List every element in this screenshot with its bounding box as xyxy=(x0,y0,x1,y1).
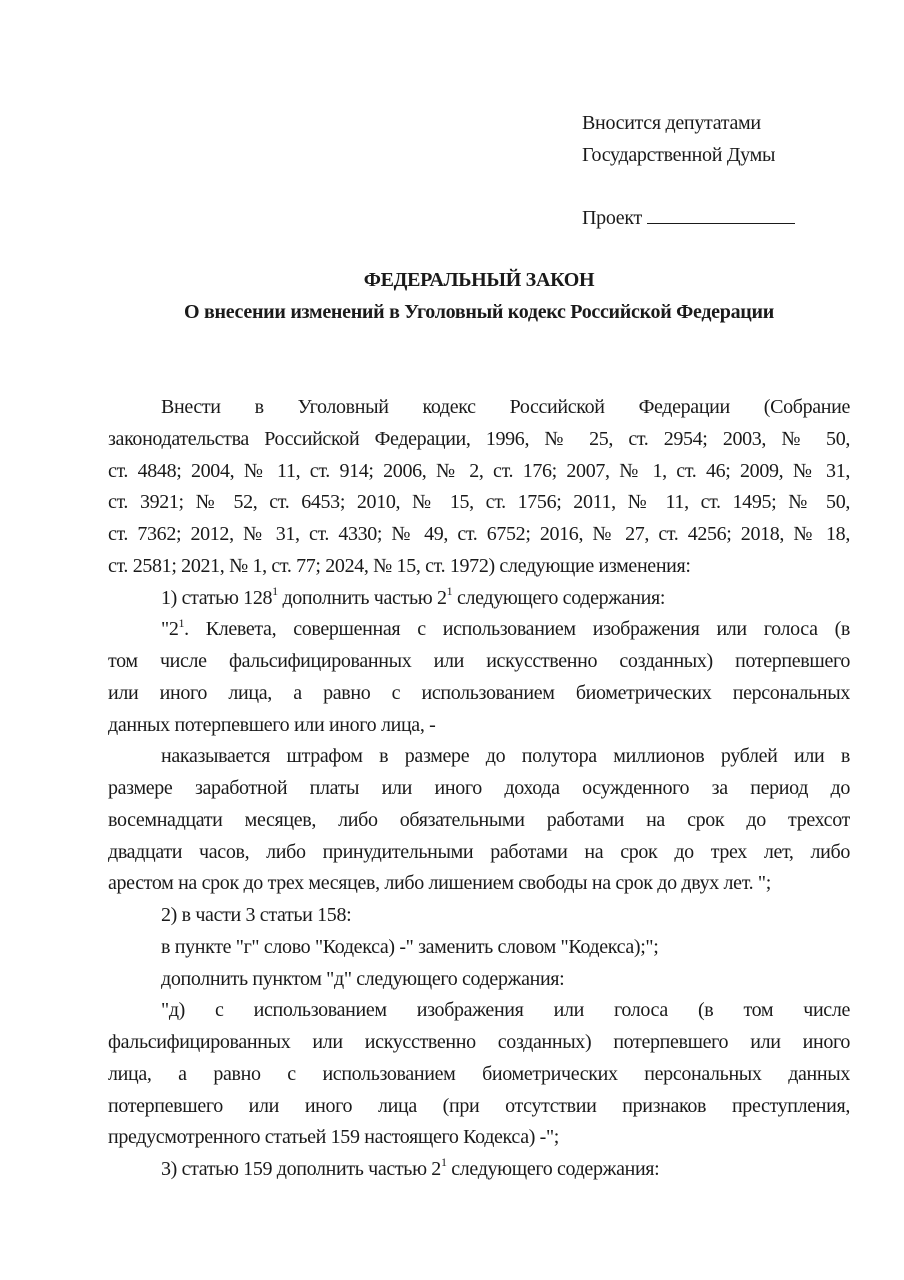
item-2-quote-line: потерпевшего или иного лица (при отсутствии признаков преступления, xyxy=(108,1094,850,1117)
project-line xyxy=(582,203,795,235)
item-2-replace-line: в пункте "г" слово "Кодекса) -" заменить словом "Кодекса);"; xyxy=(161,935,659,958)
law-name-heading: О внесении изменений в Уголовный кодекс Российской Федерации xyxy=(184,301,774,323)
item-2-quote-line: "д) с использованием изображения или голоса (в том числе xyxy=(161,999,850,1022)
item-2-quote-line: предусмотренного статьей 159 настоящего Кодекса) -"; xyxy=(108,1126,560,1149)
item-1-penalty-line: восемнадцати месяцев, либо обязательными работами на срок до трехсот xyxy=(108,808,850,831)
intro-line: ст. 7362; 2012, № 31, ст. 4330; № 49, ст. 6752; 2016, № 27, ст. 4256; 2018, № 18, xyxy=(108,523,850,545)
intro-line: Внести в Уголовный кодекс Российской Федерации (Собрание xyxy=(161,396,850,418)
item-2-quote-line: фальсифицированных или искусственно созданных) потерпевшего или иного xyxy=(108,1031,850,1053)
submission-header xyxy=(582,108,795,235)
item-1-quote-line: том числе фальсифицированных или искусственно созданных) потерпевшего xyxy=(108,650,850,672)
intro-line: законодательства Российской Федерации, 1996, № 25, ст. 2954; 2003, № 50, xyxy=(108,427,850,450)
intro-line: ст. 2581; 2021, № 1, ст. 77; 2024, № 15, ст. 1972) следующие изменения: xyxy=(108,554,691,577)
item-1-penalty-line: арестом на срок до трех месяцев, либо лишением свободы на срок до двух лет. "; xyxy=(108,872,771,895)
item-1-quote-line: "$2^1$. Клевета, совершенная с использованием изображения или голоса (в xyxy=(161,615,850,641)
item-1-penalty-line: наказывается штрафом в размере до полутора миллионов рублей или в xyxy=(161,745,850,768)
item-1-quote-line: данных потерпевшего или иного лица, - xyxy=(108,713,436,736)
law-type-heading: ФЕДЕРАЛЬНЫЙ ЗАКОН xyxy=(363,269,595,291)
law-title xyxy=(108,264,850,328)
item-1-penalty-line: двадцати часов, либо принудительными работами на срок до трех лет, либо xyxy=(108,840,850,863)
project-label: Проект xyxy=(582,207,642,229)
intro-line: ст. 3921; № 52, ст. 6453; 2010, № 15, ст. 1756; 2011, № 11, ст. 1495; № 50, xyxy=(108,491,850,514)
item-3-heading: 3) статью 159 дополнить частью $2^1$ следующего содержания: xyxy=(161,1155,660,1180)
item-1-heading: 1) статью $128^1$ дополнить частью $2^1$ следующего содержания: xyxy=(161,583,666,609)
item-2-heading: 2) в части 3 статьи 158: xyxy=(161,904,352,926)
submitted-by-line-1: Вносится депутатами xyxy=(582,112,761,134)
law-body xyxy=(108,392,850,1186)
project-number-blank xyxy=(647,206,795,224)
item-2-quote-line: лица, а равно с использованием биометрических персональных данных xyxy=(108,1062,850,1085)
item-1-penalty-line: размере заработной платы или иного дохода осужденного за период до xyxy=(108,777,850,799)
submitted-by-line-2: Государственной Думы xyxy=(582,143,776,166)
intro-line: ст. 4848; 2004, № 11, ст. 914; 2006, № 2, ст. 176; 2007, № 1, ст. 46; 2009, № 31, xyxy=(108,459,850,482)
item-1-quote-line: или иного лица, а равно с использованием биометрических персональных xyxy=(108,681,850,704)
item-2-add-line: дополнить пунктом "д" следующего содержания: xyxy=(161,967,565,990)
